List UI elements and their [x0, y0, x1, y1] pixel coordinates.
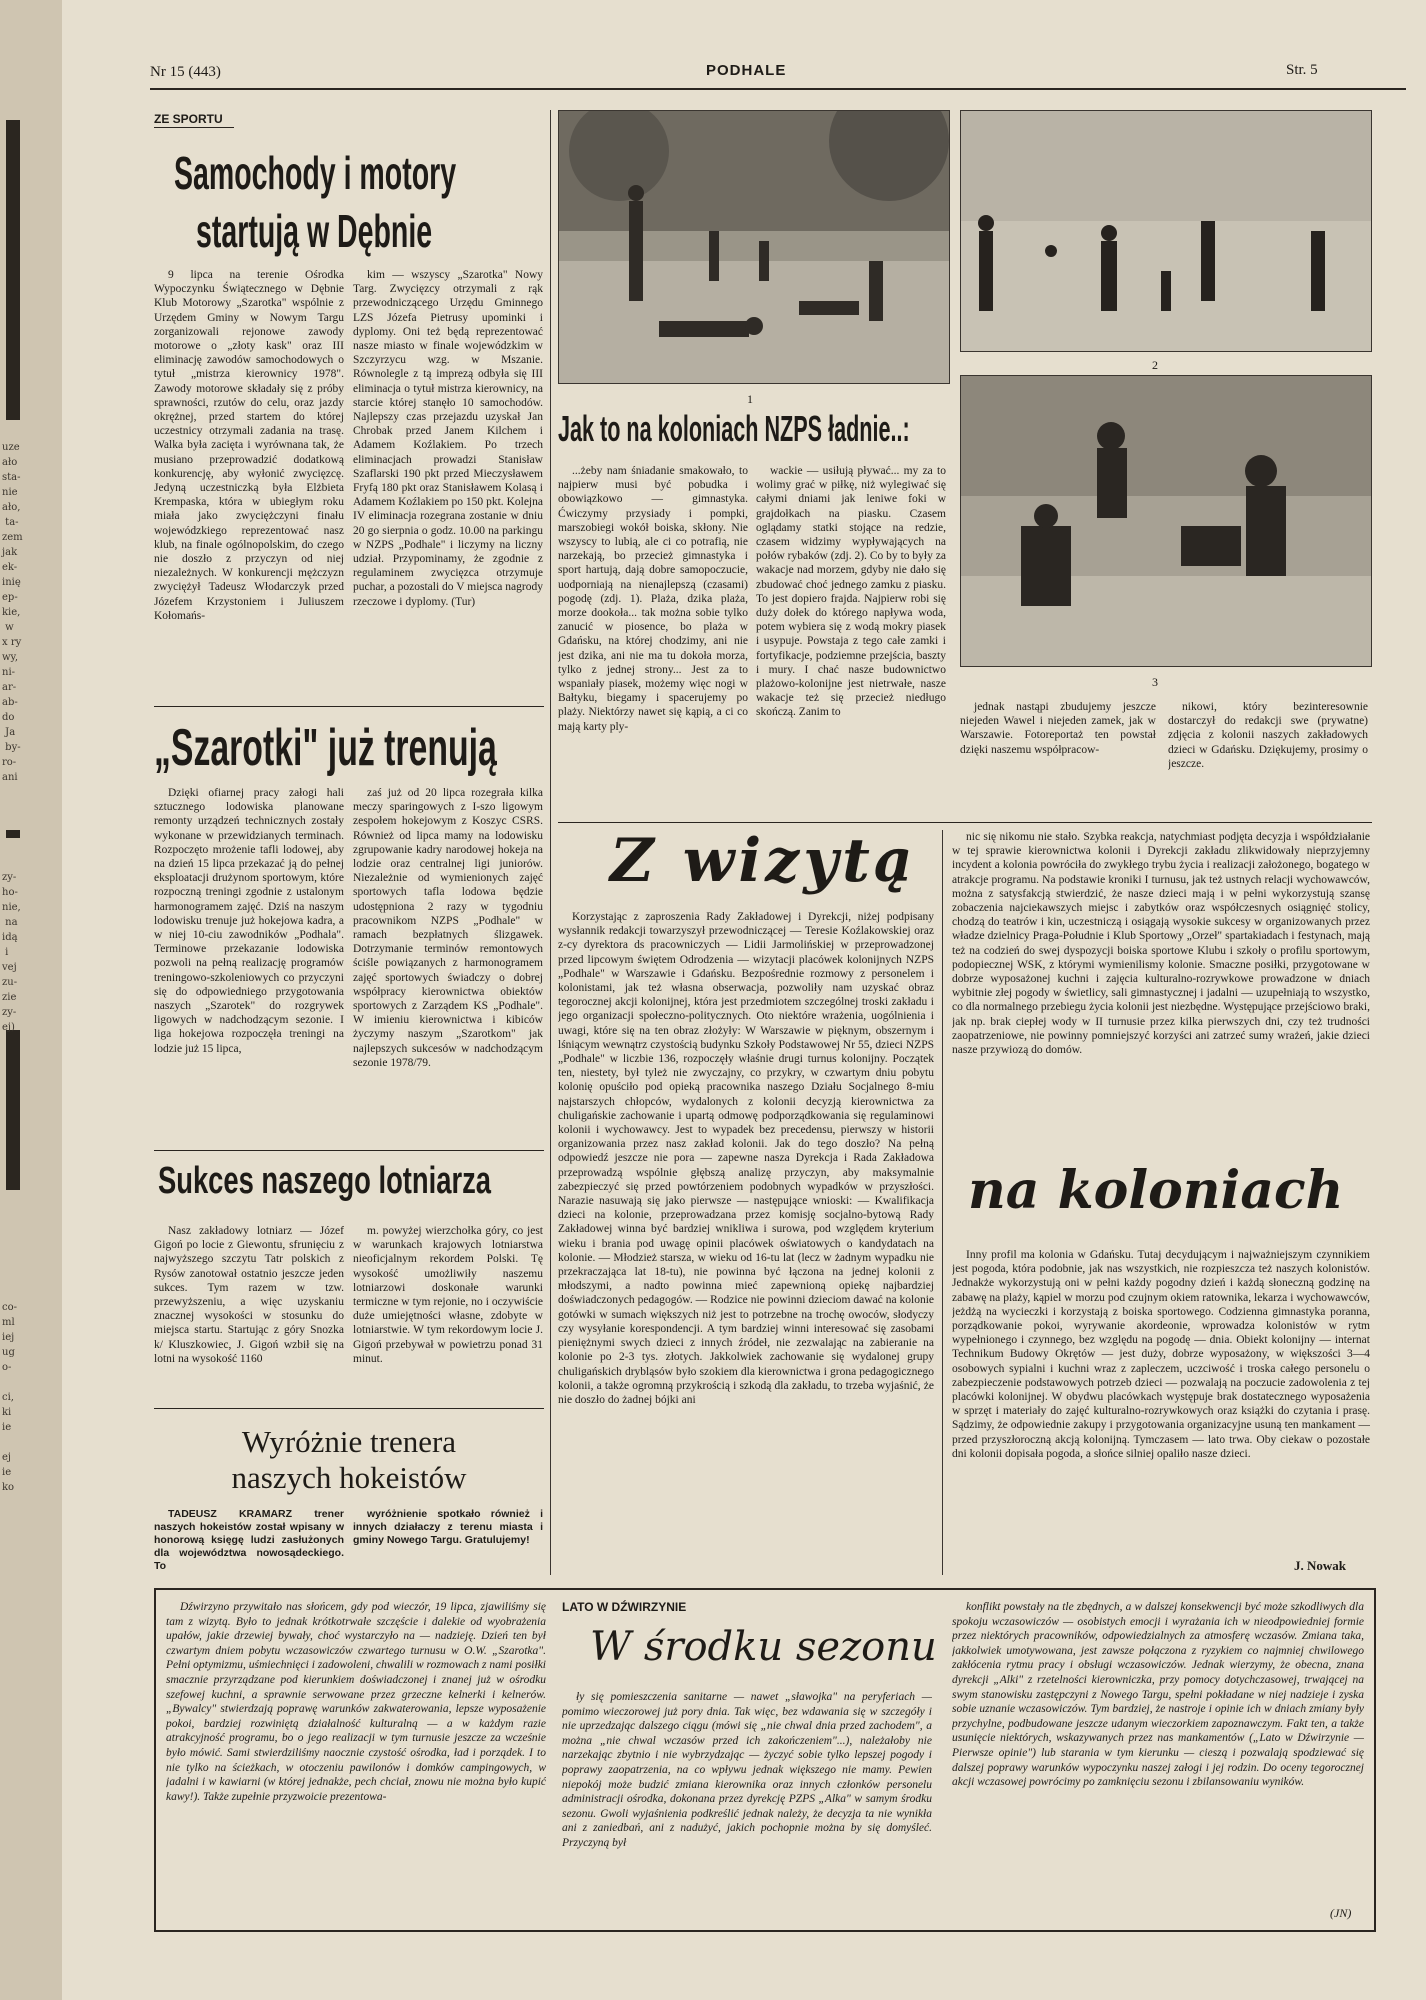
headline-dzwirzyno: W środku sezonu: [590, 1624, 937, 1670]
divider: [154, 1150, 544, 1151]
previous-page-edge: uze ało sta- nie ało, ta- zem jak ek- inię ep- kie, w x ry wy, ni- ar- ab- do Ja by- ro- ani zy- ho- nie, na idą i vej zu- zie zy- ej) co- ml iej ug o- ci, ki ie ej ie ko: [0, 0, 62, 2000]
article-lotniarz-col2: m. powyżej wierzchołka góry, co jest w warunkach krajowych lotniarstwa nieoficjalnym rekordem Polski. Tę wysokość umożliwiły naszemu lotniarzowi doskonałe warunki termiczne w tym rejonie, no i oczywiście duże umiejętności własne, zdobyte w lotniarstwie. W tym rekordowym locie J. Gigoń przebywał w powietrzu ponad 31 minut.: [353, 1225, 543, 1365]
headline-visit-2: na koloniach: [968, 1160, 1344, 1221]
signature-jn: (JN): [1330, 1906, 1352, 1920]
headline-cars: Samochody i motory: [174, 147, 457, 199]
article-trener-col2: wyróżnienie spotkało również i innych działaczy z terenu miasta i gminy Nowego Targu. Gratulujemy!: [353, 1508, 543, 1546]
headline-visit: Z wizytą: [610, 826, 917, 896]
rubric-underline: [154, 127, 234, 128]
divider: [558, 822, 1372, 823]
article-colonies-col3: jednak nastąpi zbudujemy jeszcze niejeden Wawel i niejeden zamek, jak w Warszawie. Fotoreportaż ten powstał dzięki naszemu współpracow-: [960, 701, 1156, 756]
column-rule: [942, 830, 943, 1575]
photo-number-2: 2: [1152, 358, 1158, 372]
article-colonies-col1: ...żeby nam śniadanie smakowało, to najpierw musi być pobudka i obowiązkowo — gimnastyka. Ćwiczymy przysiady i pompki, marszobiegi wokół boiska, skłony. Nie wszyscy to lubią, ale ci co potrafią, nie narzekają, bo przecież gimnastyka i sport hartują, dają dobre samopoczucie, uodporniają na nienajlepszą (czasami) pogodę (zdj. 1). Plaża, dzika plaża, morze dookoła... tak można sobie tylko zanucić w piosence, bo plaża w Gdańsku, na której chodzimy, ani nie jest dzika, ani nie ma tu dokoła morza, tylko z jednej strony... Jest za to wspaniały piasek, możemy więc nogi w Bałtyku, biegamy i spacerujemy po plaży. Niektórzy nawet się kąpią, a ci co mają karty ply-: [558, 465, 748, 733]
article-visit-col1: Korzystając z zaproszenia Rady Zakładowej i Dyrekcji, niżej podpisany wysłannik redakcji towarzyszył przewodniczącej — Teresie Koźlakowskiej oraz z-cy dyrektora ds pracowniczych — Lidii Jarmolińskiej w przeprowadzonej przed lipcowym świętem Odrodzenia — wizytacji placówek kolonijnych NZPS „Podhale" w Warszawie i Gdańsku. Bezpośrednie rozmowy z personelem i kolonistami, jak też własna obserwacja, pozwoliły nam uzyskać obraz tegorocznej akcji kolonijnej, która jest przedmiotem szczególnej troski zakładu i jego organizacji społeczno-politycznych. Oto niektóre wrażenia, uogólnienia i uwagi, które się na ten obraz złożyły: W Warszawie w pięknym, obszernym i lśniącym wewnątrz czystością budynku Szkoły Podstawowej Nr 55, dzieci NZPS „Podhale" w liczbie 136, rozpoczęły właśnie drugi turnus kolonijny. Początek ten, niestety, był tyleż nie zwyczajny, co przykry, w czwartym dniu pobytu kolonię opuściło pod opieką pracownika naszego Działu Socjalnego 8-miu najstarszych chłopców, wydalonych z kolonii decyzją kierownictwa za chuligańskie zachowanie i upartą odmowę podporządkowania się regulaminowi kolonii i wychowawcy. Jest to wypadek bez precedensu, pierwszy w historii organizowania przez nasz zakład kolonii. Jak do tego doszło? Na pełną odpowiedź jeszcze nie pora — zapewne nasza Dyrekcja i Rada Zakładowa przeprowadzą wspólnie głębszą analizę przyczyn, aby maksymalnie zabezpieczyć się przed powtórzeniem podobnych wypadków w przyszłości. Narazie nasuwają się jako pierwsze — następujące wnioski: — Kwalifikacja dzieci na kolonie, przeprowadzana przez komisję socjalno-bytową Rady Zakładowej winna być bardziej wnikliwa i surowa, pod względem kryterium wieku i brania pod uwagę opinii placówek oświatowych o kandydatach na kolonie. — Młodzież starsza, w wieku od 16-tu lat (lecz w żadnym wypadku nie przekraczająca lat 18-tu), nie powinna być łączona na jednej kolonii z młodszymi, a nadto powinna mieć zapewnioną opiekę najbardziej doświadczonych pedagogów. — Rodzice nie powinni dzieciom dawać na kolonie gotówki w sumach większych niż jest to potrzebne na trochę owoców, słodyczy czy wysyłanie korespondencji. A tym bardziej winni interesować się zasobami pieniężnymi swych dzieci z innych źródeł, nie zezwalając na zabieranie na kolonie po 2-3 tys. złotych. Jakkolwiek zachowanie się wydalonej grupy chuligańskich drybląsów było szokiem dla kierownictwa i grona pedagogicznego kolonii, a także ogromną przykrością i szkodą dla zakładu, to trzeba wyjaśnić, że nie doszło do żadnej bójki ani: [558, 911, 934, 1406]
dzwirzyno-col3: konflikt powstały na tle zbędnych, a w dalszej konsekwencji być może szkodliwych dla spokoju wczasowiczów — osobistych emocji i wyrażania ich w nieodpowiedniej formie przez niektórych pracowników, odpowiedzialnych za atmosferę wczasów. Zmiana taka, jakkolwiek umotywowana, jest zawsze połączona z ryzykiem co najmniej chwilowego zakłócenia rytmu pracy i obsługi wczasowiczów. Jednak wierzymy, że obecna, znana dyrekcji „Alki" z rzetelności kierowniczka, przy pomocy dotychczasowej, trwającej na swym stanowisku zastępczyni z Nowego Targu, spełni pokładane w niej nadzieje i zyska sobie uznanie wczasowiczów. Tym bardziej, że nastroje i opinie ich w dniach zmiany były przychylne, podbudowane jeszcze udanym wieczorkiem zapoznawczym. Fakt ten, a także usunięcie niektórych, wskazywanych przez nas mankamentów („Lato w Dźwirzynie — Pierwsze opinie") lub starania w tym kierunku — cieszą i pozwalają spodziewać się dalszej poprawy warunków wypoczynku naszej załogi i jej rodzin. Do oceny tegorocznej akcji wczasowej powrócimy po zamknięciu sezonu i zbilansowaniu wyników.: [952, 1601, 1364, 1789]
masthead: PODHALE: [706, 62, 787, 79]
article-lotniarz-col1: Nasz zakładowy lotniarz — Józef Gigoń po locie z Giewontu, sfrunięciu z najwyższego szczytu Tatr polskich z Rysów zanotował ostatnio jeszcze jeden sukces. Tym razem w tzw. przewyższeniu, a więc uzyskaniu znacznej wysokości w stosunku do miejsca startu. Startując z góry Snozka k/ Kluszkowiec, J. Gigoń wzbił się na lotni na wysokość 1160: [154, 1225, 344, 1365]
photo-number-3: 3: [1152, 675, 1158, 689]
headline-trener-line2: naszych hokeistów: [231, 1460, 467, 1495]
column-rule: [550, 110, 551, 1575]
divider: [154, 706, 544, 707]
dzwirzyno-col1: Dźwirzyno przywitało nas słońcem, gdy pod wieczór, 19 lipca, zjawiliśmy się tam z wizytą. Było to jednak krótkotrwałe szczęście i dalekie od wyobrażenia upałów, jakie drzewiej bywały, choć wystarczyło na — nadzieję. Dzień ten był czwartym dniem pobytu wczasowiczów czwartego turnusu w O.W. „Szarotka". Pełni optymizmu, uśmiechnięci i zadowoleni, chwalili w rozmowach z nami posiłki smacznie przyrządzane pod kierunkiem doświadczonej i znanej już w ośrodku szefowej kuchni, a sprawnie serwowane przez grzeczne kelnerki i kelnerów. „Bywalcy" stwierdzają poprawę warunków zakwaterowania, lepsze wyposażenie pokoi, bardziej rozwiniętą działalność kulturalną — a w każdym razie atrakcyjność programu, bo o jego realizacji w tym turnusie jeszcze za wcześnie było mówić. Sami stwierdziliśmy naocznie czystość ośrodka, ład i porządek. I to nie tylko na ścieżkach, w otoczeniu pawilonów i domków campingowych, w jadalni i w kawiarni (w której jednakże, pech chciał, znowu nie można było kupić kawy!). Także zupełnie przyzwoicie prezentowa-: [166, 1601, 546, 1803]
section-rubric: ZE SPORTU: [154, 112, 223, 126]
header-rule: [150, 88, 1406, 90]
photo-sandcastle: [960, 375, 1372, 667]
article-colonies-col4: nikowi, który bezinteresownie dostarczył do redakcji swe (prywatne) zdjęcia z kolonii naszych zakładowych dzieci w Gdańsku. Dziękujemy, prosimy o jeszcze.: [1168, 701, 1368, 770]
headline-cars-line2: startują w Dębnie: [196, 205, 433, 257]
photo-number-1: 1: [747, 392, 753, 406]
article-colonies-col2: wackie — usiłują pływać... my za to wolimy grać w piłkę, niż wylegiwać się całymi dniami jak leniwe foki w grajdołkach na piasku. Czasem oglądamy statki stojące na redzie, czasem widzimy wypływających na połów rybaków (zdj. 2). Co by to były za wakacje nad morzem, gdyby nie dało się zbudować choć jednego zamku z piasku. To jest dopiero frajda. Najpierw robi się duży dołek do którego napływa woda, potem wybiera się z wodą mokry piasek i usypuje. Powstaja z tego całe zamki i fortyfikacje, podziemne przejścia, baszty i mury. I chać nasze budownictwo plażowo-kolonijne jest nietrwałe, nasze wakacje też się przecież niedługo skończą. Zanim to: [756, 465, 946, 719]
headline-trener: [154, 1424, 544, 1496]
article-cars-col1: 9 lipca na terenie Ośrodka Wypoczynku Świątecznego w Dębnie Klub Motorowy „Szarotka" wspólnie z Urzędem Gminy w Nowym Targu zorganizowali rejonowe zawody motorowe o „złoty kask" oraz III eliminację zawodów samochodowych o tytuł „mistrza kierownicy 1978". Zawody motorowe składały się z próby sprawności, rzutów do celu, oraz jazdy okrężnej, przed startem do której uczestnicy otrzymali zadania na trasę. Walka była zacięta i wyrównana tak, że musiano przeprowadzić dodatkową konkurencję, aby wyłonić zwycięzcę. Jedyną uczestniczką była Elżbieta Krempaska, która w ubiegłym roku miała jako zwyciężczyni finału wojewódzkiego reprezentować nasz klub, na finale ogólnopolskim, do czego nie doszło z przyczyn od niej niezależnych. W konkurencji mężczyzn zwyciężył Tadeusz Włodarczyk przed Józefem Krzystoniem i Juliuszem Kołomańs-: [154, 269, 344, 622]
headline-lotniarz: Sukces naszego lotniarza: [158, 1160, 491, 1202]
dzwirzyno-col2: ły się pomieszczenia sanitarne — nawet „sławojka" na peryferiach — pomimo wieczorowej już pory dnia. Tak więc, bez wdawania się w szczegóły i nie uprzedzając dalszego ciągu (mówi się „nie chwal dnia przed zachodem", a można „nie chwal wczasów przed ich zakończeniem"...), należałoby nie narzekając zbytnio i nie wybrzydzając — życzyć sobie tylko lepszej pogody i poprawy zaopatrzenia, na co wpływu jednak większego nie mamy. Pewien niepokój może budzić zmiana kierownika oraz innych członków personelu administracji ośrodka, dokonana przez dyrekcję PZPS „Alka" w samym środku sezonu. Gwoli wyjaśnienia podkreślić jednak należy, że decyzja ta nie wynikła ani z zaniedbań, ani z nadużyć, jakich pochopnie można by się domyśleć. Przyczyną był: [562, 1691, 932, 1849]
page-number: Str. 5: [1286, 62, 1318, 78]
article-visit-col2-bottom: Inny profil ma kolonia w Gdańsku. Tutaj decydującym i najważniejszym czynnikiem jest pogoda, która podobnie, jak nas wszystkich, nie rozpieszcza też naszych kolonistów. Jednakże wykorzystują oni w pełni każdy pogodny dzień i każdą słoneczną godzinę na zabawę na plaży, kąpiel w morzu pod czujnym okiem ratownika, lekarza i wychowawców, jeżdżą na wycieczki i korzystają z boiska sportowego. Codzienna gimnastyka poranna, porządkowanie pokoi, wyrywanie akordeonie, wprowadza kolonistów w rytm wypełnionego i czynnego, bez względu na pogodę — dnia. Obiekt kolonijny — internat Technikum Budowy Okrętów — jest duży, dobrze wyposażony, w większości 3—4 osobowych sypialni i kuchni wraz z zapleczem, uczciwość i troska całego personelu o zabezpieczenie podstawowych potrzeb dzieci — pozwalają na poczucie zadowolenia z tej placówki kolonijnej. W obydwu placówkach występuje brak dostatecznego wyposażenia w sprzęt i materiały do zajęć kulturalno-rozrywkowych oraz książki do czytania i prasę. Sądzimy, że odpowiednie zakupy i przygotowania organizacyjne usuną ten mankament — przed przyszłoroczną akcją kolonijną. Tymczasem — lato trwa. Oby ciekaw o pozostałe dni kolonii dopisała pogoda, a słońce silniej opaliło nasze dzieci.: [952, 1249, 1370, 1460]
headline-szarotki: „Szarotki" już trenują: [154, 719, 497, 777]
headline-trener-line1: Wyróżnie trenera: [241, 1424, 457, 1459]
signature-nowak: J. Nowak: [1294, 1558, 1347, 1573]
photo-gymnastics: [558, 110, 950, 384]
article-szarotki-col1: Dzięki ofiarnej pracy załogi hali sztucznego lodowiska planowane remonty urządzeń technicznych zostały wykonane w przewidzianych terminach. Rozpoczęto mrożenie tafli lodowej, aby na dzień 15 lipca przekazać ją do pełnej eksploatacji drużynom sportowym, które rozpoczną treningi zgodnie z ustalonym harmonogramem zajęć. Dziś na naszym lodowisku trenuje już hokejowa kadra, a w niej 10-ciu zawodników „Podhala". Terminowe przekazanie lodowiska pozwoli na pełną realizację programów treningowo-szkoleniowych co przyczyni się do odpowiedniego przygotowania naszych „Szarotek" do rozgrywek ligowych w nadchodzącym sezonie. I liga hokejowa rozpoczęła treningi na lodzie już 15 lipca,: [154, 787, 344, 1055]
headline-colonies: Jak to na koloniach NZPS ładnie..:: [558, 408, 910, 449]
photo-beach-football: [960, 110, 1372, 352]
article-cars-col2: kim — wszyscy „Szarotka" Nowy Targ. Zwycięzcy otrzymali z rąk przewodniczącego Urzędu Gminnego LZS Józefa Pietrusy upominki i dyplomy. Oni też będą reprezentować nasze miasto w finale wojewódzkim w Szczyrzycu wzg. w Mszanie. Równolegle z tą imprezą odbyła się III eliminacja o tytuł mistrza kierownicy, na starcie której stanęło 10 samochodów. Najlepszy czas przejazdu uzyskał Jan Chrobak przed Janem Kilchem i Adamem Koźlakiem. Po trzech eliminacjach prowadzi Stanisław Szaflarski 190 pkt przed Mieczysławem Fryfą 180 pkt oraz Stanisławem Kolasą i Adamem Koźlakiem po 150 pkt. Kolejna IV eliminacja rozegrana zostanie w dniu 20 go sierpnia o godz. 10.00 na parkingu w NZPS „Podhale" i liczymy na liczny udział. Przypominamy, że zgodnie z regulaminem zwycięzca otrzymuje puchar, a pozostali do V miejsca nagrody rzeczowe i dyplomy. (Tur): [353, 269, 543, 608]
divider: [154, 1408, 544, 1409]
article-trener-col1: TADEUSZ KRAMARZ trener naszych hokeistów został wpisany w honorową księgę ludzi zasłużonych dla województwa nowosądeckiego. To: [154, 1508, 344, 1572]
dzwirzyno-rubric: LATO W DŹWIRZYNIE: [562, 1600, 687, 1614]
article-szarotki-col2: zaś już od 20 lipca rozegrała kilka meczy sparingowych z I-szo ligowym zespołem hokejowym z Koszyc CSRS. Również od lipca mamy na lodowisku zgrupowanie kadry narodowej hokeja na lodzie oraz centralnej ligi juniorów. Niezależnie od wymienionych zajęć sportowych tafla lodowa będzie udostępniona 2 razy w tygodniu pracownikom NZPS „Podhale" w ramach bezpłatnych ślizgawek. Dotrzymanie terminów remontowych ściśle powiązanych z harmonogramem zajęć sportowych świadczy o dobrej współpracy kierownictwa obiektów sportowych z Zarządem KS „Podhale". W imieniu kierownictwa i kibiców życzymy naszym „Szarotkom" jak najlepszych sukcesów w nadchodzącym sezonie 1978/79.: [353, 787, 543, 1069]
issue-number: Nr 15 (443): [150, 64, 221, 80]
newspaper-page: [62, 0, 1426, 2000]
article-visit-col2-top: nic się nikomu nie stało. Szybka reakcja, natychmiast podjęta decyzja i współdziałanie w tej sprawie kierownictwa kolonii i Dyrekcji zakładu zlikwidowały nieprzyjemny incydent a kolonia powróciła do zwykłego trybu życia i realizacji założonego, bogatego w atrakcje programu. Na podstawie kroniki I turnusu, jak też ustnych relacji wychowawców, można z satysfakcją stwierdzić, że nasze dzieci mają i w pełni wykorzystują szansę zobaczenia najciekawszych miejsc i zabytków oraz współczesnych osiągnięć stolicy, chodzą do teatrów i kin, uczestniczą i osiągają wysokie sukcesy w organizowanych przez władze dzielnicy Praga-Południe i Klub Sportowy „Orzeł" spartakiadach i festynach, mają też na codzień do swej dyspozycji boiska sportowe Klubu i szkoły o profilu sportowym, podopiecznej WSK, z którymi wymienilismy kolonie. Smaczne posiłki, przygotowane w dobrze wyposażonej kuchni i zajęcia kulturalno-rozrywkowe prowadzone w dniach wybitnie złej pogody w świetlicy, sali gimnastycznej i jadalni — uzupełniają to wszystko, co dla normalnego przebiegu życia kolonii jest niezbędne. Występujące przejściowo braki, jak np. brak ciepłej wody w II turnusie przez kilka pierwszych dni, czy też trudności zaopatrzeniowe, nie powinny pomniejszyć korzyści ani zatrzeć sumy wrażeń, jakie dzieci nasze przywiozą do domów.: [952, 831, 1370, 1057]
